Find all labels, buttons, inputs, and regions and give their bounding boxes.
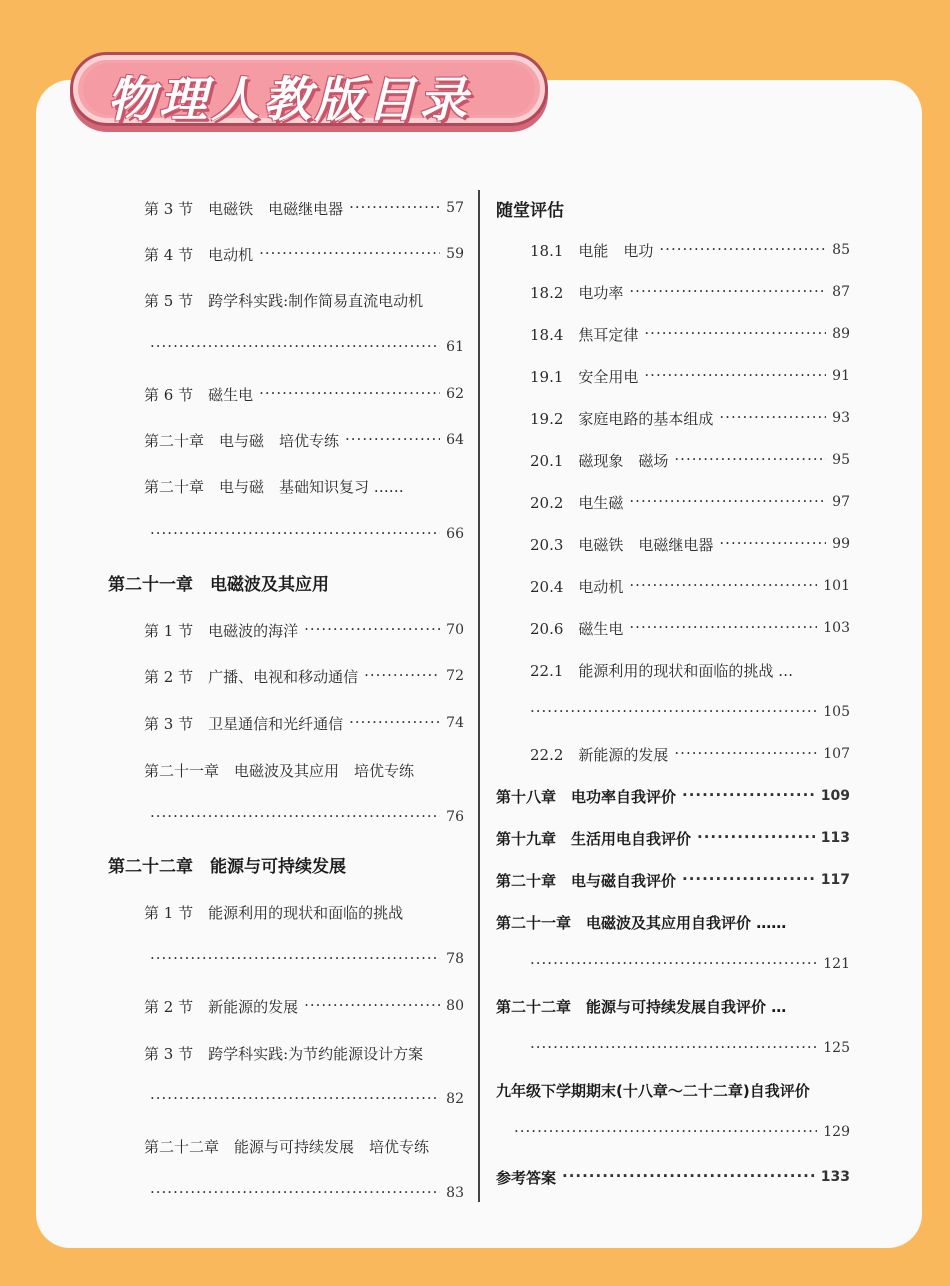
dot-leader <box>150 949 440 969</box>
toc-entry-title: 九年级下学期期末(十八章～二十二章)自我评价 <box>496 1081 810 1100</box>
dot-leader <box>349 713 440 733</box>
chapter-heading: 第二十二章 能源与可持续发展 <box>108 856 346 877</box>
dot-leader <box>150 1183 440 1203</box>
toc-entry[interactable] <box>496 862 850 898</box>
toc-entry[interactable] <box>530 484 850 520</box>
toc-entry-title: 第 4 节 电动机 <box>144 245 254 264</box>
dot-leader <box>659 240 826 260</box>
toc-entry[interactable] <box>144 236 464 272</box>
dot-leader <box>674 744 817 764</box>
toc-entry-title: 22.2 新能源的发展 <box>530 745 669 764</box>
toc-entry-title: 20.6 磁生电 <box>530 619 624 638</box>
dot-leader <box>644 366 826 386</box>
toc-page-number: 101 <box>823 578 850 594</box>
toc-page-number: 91 <box>832 368 850 384</box>
toc-page-number: 93 <box>832 410 850 426</box>
toc-entry[interactable] <box>496 778 850 814</box>
toc-entry[interactable] <box>144 941 464 977</box>
toc-page-number: 70 <box>446 622 464 638</box>
toc-entry[interactable] <box>144 1035 464 1071</box>
toc-page-number: 113 <box>820 830 850 846</box>
toc-entry[interactable] <box>144 376 464 412</box>
dot-leader <box>349 198 440 218</box>
toc-page-number: 83 <box>446 1185 464 1201</box>
toc-entry[interactable] <box>530 736 850 772</box>
toc-entry[interactable] <box>144 705 464 741</box>
toc-entry[interactable] <box>144 894 464 930</box>
toc-entry[interactable] <box>144 612 464 648</box>
toc-page-number: 95 <box>832 452 850 468</box>
toc-entry[interactable] <box>144 1128 464 1164</box>
dot-leader <box>682 786 815 806</box>
section-heading: 随堂评估 <box>496 200 564 221</box>
toc-page-number: 109 <box>820 788 850 804</box>
toc-page-number: 57 <box>446 200 464 216</box>
toc-entry-title: 20.2 电生磁 <box>530 493 624 512</box>
toc-entry-title: 20.4 电动机 <box>530 577 624 596</box>
dot-leader <box>719 534 826 554</box>
toc-entry-title: 20.3 电磁铁 电磁继电器 <box>530 535 714 554</box>
title-banner <box>70 52 548 126</box>
toc-page-number: 107 <box>823 746 850 762</box>
dot-leader <box>697 828 815 848</box>
dot-leader <box>259 244 440 264</box>
dot-leader <box>150 524 440 544</box>
toc-page-number: 103 <box>823 620 850 636</box>
toc-entry[interactable] <box>144 190 464 226</box>
dot-leader <box>644 324 826 344</box>
dot-leader <box>530 954 817 974</box>
toc-page-number: 121 <box>823 956 850 972</box>
toc-page-number: 117 <box>820 872 850 888</box>
dot-leader <box>514 1122 817 1142</box>
toc-entry[interactable] <box>530 442 850 478</box>
toc-page-number: 129 <box>823 1124 850 1140</box>
toc-entry[interactable] <box>530 274 850 310</box>
toc-entry-title: 19.2 家庭电路的基本组成 <box>530 409 714 428</box>
toc-entry[interactable] <box>524 1030 850 1066</box>
dot-leader <box>719 408 826 428</box>
toc-page-number: 87 <box>832 284 850 300</box>
column-divider <box>478 190 480 1202</box>
dot-leader <box>304 996 440 1016</box>
toc-entry[interactable] <box>530 400 850 436</box>
toc-entry[interactable] <box>144 752 464 788</box>
toc-entry-title: 第 6 节 磁生电 <box>144 385 254 404</box>
toc-entry-title: 第 1 节 电磁波的海洋 <box>144 621 299 640</box>
toc-entry[interactable] <box>496 1072 850 1108</box>
dot-leader <box>629 576 817 596</box>
toc-page-number: 59 <box>446 246 464 262</box>
toc-entry[interactable] <box>524 946 850 982</box>
toc-entry[interactable] <box>144 799 464 835</box>
toc-entry-title: 第二十一章 电磁波及其应用 培优专练 <box>144 761 415 780</box>
toc-entry[interactable] <box>144 422 464 458</box>
toc-entry[interactable] <box>530 568 850 604</box>
toc-entry-title: 第二十章 电与磁 基础知识复习 …… <box>144 477 404 496</box>
toc-entry-title: 第二十二章 能源与可持续发展自我评价 … <box>496 997 787 1016</box>
dot-leader <box>150 337 440 357</box>
dot-leader <box>150 807 440 827</box>
toc-entry[interactable] <box>530 610 850 646</box>
toc-entry-title: 18.4 焦耳定律 <box>530 325 639 344</box>
dot-leader <box>562 1167 815 1187</box>
toc-entry-title: 第 5 节 跨学科实践:制作简易直流电动机 <box>144 291 424 310</box>
toc-entry-title: 第 2 节 广播、电视和移动通信 <box>144 667 359 686</box>
toc-entry-title: 22.1 能源利用的现状和面临的挑战 … <box>530 661 794 680</box>
toc-entry[interactable] <box>144 988 464 1024</box>
toc-entry[interactable] <box>496 820 850 856</box>
chapter-heading: 第二十一章 电磁波及其应用 <box>108 574 329 595</box>
dot-leader <box>629 618 817 638</box>
toc-entry[interactable] <box>530 232 850 268</box>
dot-leader <box>629 492 826 512</box>
dot-leader <box>629 282 826 302</box>
toc-page-number: 82 <box>446 1091 464 1107</box>
toc-entry-title: 第 1 节 能源利用的现状和面临的挑战 <box>144 903 404 922</box>
toc-entry[interactable] <box>530 358 850 394</box>
toc-entry[interactable] <box>144 468 464 504</box>
toc-entry-title: 第十八章 电功率自我评价 <box>496 787 677 806</box>
toc-page-number: 80 <box>446 998 464 1014</box>
toc-entry[interactable] <box>144 282 464 318</box>
toc-page-number: 76 <box>446 809 464 825</box>
toc-entry[interactable] <box>144 329 464 365</box>
toc-page-number: 72 <box>446 668 464 684</box>
toc-entry[interactable] <box>496 904 850 940</box>
toc-page-number: 89 <box>832 326 850 342</box>
toc-entry[interactable] <box>508 1114 850 1150</box>
dot-leader <box>530 1038 817 1058</box>
dot-leader <box>682 870 815 890</box>
toc-page-number: 66 <box>446 526 464 542</box>
toc-entry-title: 第二十二章 能源与可持续发展 培优专练 <box>144 1137 430 1156</box>
toc-entry-title: 参考答案 <box>496 1168 557 1187</box>
toc-page-number: 133 <box>820 1169 850 1185</box>
dot-leader <box>150 1089 440 1109</box>
toc-entry[interactable] <box>524 694 850 730</box>
toc-entry[interactable] <box>530 316 850 352</box>
toc-entry[interactable] <box>144 658 464 694</box>
toc-entry[interactable] <box>530 526 850 562</box>
toc-entry-title: 第 3 节 电磁铁 电磁继电器 <box>144 199 344 218</box>
toc-entry[interactable] <box>144 1081 464 1117</box>
toc-entry-title: 19.1 安全用电 <box>530 367 639 386</box>
toc-entry[interactable] <box>496 988 850 1024</box>
toc-page-number: 99 <box>832 536 850 552</box>
dot-leader <box>530 702 817 722</box>
toc-page-number: 61 <box>446 339 464 355</box>
toc-entry-title: 20.1 磁现象 磁场 <box>530 451 669 470</box>
toc-entry-title: 第 2 节 新能源的发展 <box>144 997 299 1016</box>
toc-entry-title: 18.2 电功率 <box>530 283 624 302</box>
toc-page-number: 97 <box>832 494 850 510</box>
dot-leader <box>259 384 440 404</box>
dot-leader <box>364 666 440 686</box>
toc-entry-title: 第二十章 电与磁自我评价 <box>496 871 677 890</box>
dot-leader <box>345 430 440 450</box>
toc-page-number: 62 <box>446 386 464 402</box>
dot-leader <box>674 450 826 470</box>
toc-page-number: 64 <box>446 432 464 448</box>
toc-entry-title: 第 3 节 卫星通信和光纤通信 <box>144 714 344 733</box>
toc-entry-title: 18.1 电能 电功 <box>530 241 654 260</box>
toc-page-number: 78 <box>446 951 464 967</box>
dot-leader <box>304 620 440 640</box>
toc-page-number: 74 <box>446 715 464 731</box>
toc-entry-title: 第二十章 电与磁 培优专练 <box>144 431 340 450</box>
toc-entry-title: 第二十一章 电磁波及其应用自我评价 …… <box>496 913 787 932</box>
toc-entry[interactable] <box>530 652 850 688</box>
toc-entry[interactable] <box>144 1175 464 1211</box>
toc-page-number: 85 <box>832 242 850 258</box>
toc-entry-title: 第十九章 生活用电自我评价 <box>496 829 692 848</box>
toc-page-number: 105 <box>823 704 850 720</box>
toc-page-number: 125 <box>823 1040 850 1056</box>
toc-entry[interactable] <box>496 1159 850 1195</box>
toc-entry[interactable] <box>144 516 464 552</box>
toc-entry-title: 第 3 节 跨学科实践:为节约能源设计方案 <box>144 1044 424 1063</box>
page-title: 物理人教版目录 <box>107 72 472 128</box>
